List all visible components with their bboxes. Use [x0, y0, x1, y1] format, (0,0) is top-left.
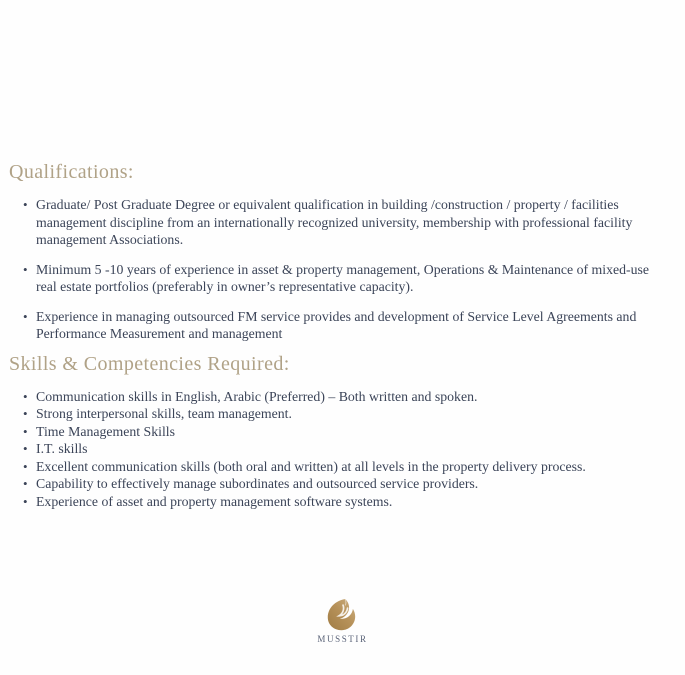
bullet-item: • Graduate/ Post Graduate Degree or equivalent qualification in building /construction / property / facilities management discipline from an internationally recognized university, membership with professional facility management Associations. [36, 196, 659, 249]
bullet-item: • Experience in managing outsourced FM service provides and development of Service Level Agreements and Performance Measurement and management [36, 308, 659, 343]
skills-list [9, 388, 659, 511]
bullet-item: • I.T. skills [36, 440, 659, 458]
bullet-item: • Capability to effectively manage subordinates and outsourced service providers. [36, 475, 659, 493]
bullet-item: • Experience of asset and property management software systems. [36, 493, 659, 511]
bullet-item: • Minimum 5 -10 years of experience in asset & property management, Operations & Maintenance of mixed-use real estate portfolios (preferably in owner’s representative capacity). [36, 261, 659, 296]
bullet-item: • Time Management Skills [36, 423, 659, 441]
job-description-content [9, 160, 659, 510]
qualifications-heading: Qualifications: [9, 161, 134, 183]
brand-footer [0, 598, 685, 645]
qualifications-list [9, 196, 659, 343]
bullet-item: • Strong interpersonal skills, team management. [36, 405, 659, 423]
bullet-item: • Excellent communication skills (both oral and written) at all levels in the property delivery process. [36, 458, 659, 476]
skills-heading: Skills & Competencies Required: [9, 352, 290, 375]
bullet-item: • Communication skills in English, Arabic (Preferred) – Both written and spoken. [36, 388, 659, 406]
brand-wordmark: MUSSTIR [317, 634, 368, 644]
musstir-falcon-icon [327, 598, 359, 632]
